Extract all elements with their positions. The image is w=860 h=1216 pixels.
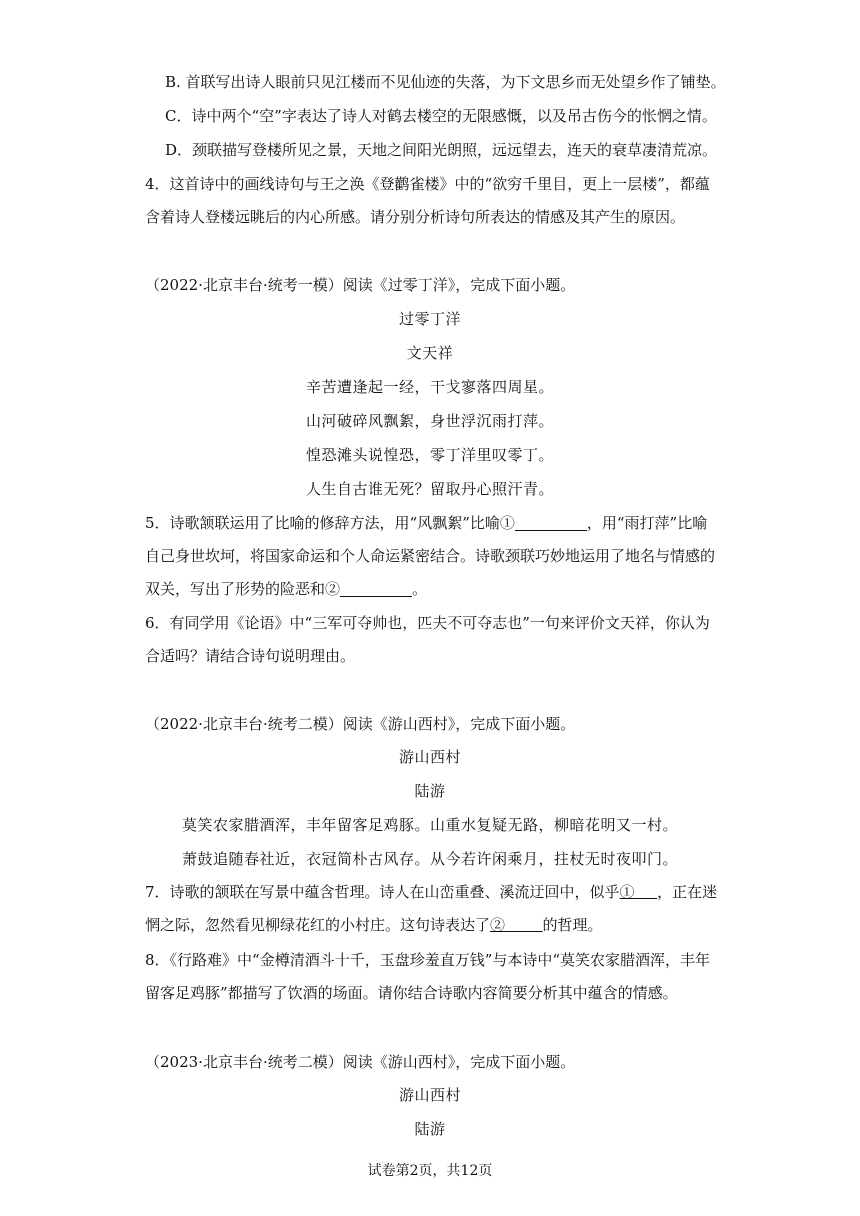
q5-text-d: 。 <box>412 580 428 598</box>
q5-text-a: 5．诗歌颔联运用了比喻的修辞方法，用“风飘絮”比喻① <box>145 514 515 532</box>
q7-text-d: 的哲理。 <box>542 916 603 934</box>
page-footer: 试卷第2页，共12页 <box>367 1163 493 1179</box>
q5-text-c: 双关，写出了形势的险恶和② <box>145 580 341 598</box>
q3-option-b: B. 首联写出诗人眼前只见江楼而不见仙迹的失落，为下文思乡而无处望乡作了铺垫。 <box>165 73 726 91</box>
q5-blank-2[interactable] <box>340 580 412 597</box>
q6-line-2: 合适吗？请结合诗句说明理由。 <box>145 647 356 665</box>
q7-line-1 <box>145 881 717 903</box>
q7-text-c: 惘之际，忽然看见柳绿花红的小村庄。这句诗表达了 <box>145 916 491 934</box>
section1-poem-line-1: 辛苦遭逢起一经，干戈寥落四周星。 <box>305 378 554 396</box>
q5-line-2: 自己身世坎坷，将国家命运和个人命运紧密结合。诗歌颈联巧妙地运用了地名与情感的 <box>145 547 716 565</box>
q5-line-1 <box>145 512 707 534</box>
section2-intro: （2022·北京丰台·统考二模）阅读《游山西村》，完成下面小题。 <box>145 715 576 733</box>
q5-line-3 <box>145 578 427 600</box>
section2-poem-line-2: 萧鼓追随春社近，衣冠简朴古风存。从今若许闲乘月，拄杖无时夜叩门。 <box>181 850 678 868</box>
section2-poem-title: 游山西村 <box>398 748 461 766</box>
q8-line-2: 留客足鸡豚”都描写了饮酒的场面。请你结合诗歌内容简要分析其中蕴含的情感。 <box>145 984 678 1002</box>
section3-intro: （2023·北京丰台·统考二模）阅读《游山西村》，完成下面小题。 <box>145 1053 576 1071</box>
section1-poem-author: 文天祥 <box>406 344 454 362</box>
section2-poem-author: 陆游 <box>414 782 446 800</box>
section1-poem-line-2: 山河破碎风飘絮，身世浮沉雨打萍。 <box>305 412 554 430</box>
q3-option-c: C．诗中两个“空”字表达了诗人对鹤去楼空的无限感慨，以及吊古伤今的怅惘之情。 <box>165 107 717 125</box>
section1-intro: （2022·北京丰台·统考一模）阅读《过零丁洋》，完成下面小题。 <box>145 276 576 294</box>
q4-line-2: 含着诗人登楼远眺后的内心所感。请分别分析诗句所表达的情感及其产生的原因。 <box>145 208 686 226</box>
q7-text-a: 7．诗歌的颔联在写景中蕴含哲理。诗人在山峦重叠、溪流迂回中，似乎 <box>145 883 620 901</box>
section1-poem-line-4: 人生自古谁无死？留取丹心照汗青。 <box>305 480 554 498</box>
q5-blank-1[interactable] <box>515 514 587 531</box>
q4-line-1: 4．这首诗中的画线诗句与王之涣《登鹳雀楼》中的“欲穷千里目，更上一层楼”，都蕴 <box>145 175 710 193</box>
q6-line-1: 6．有同学用《论语》中“三军可夺帅也，匹夫不可夺志也”一句来评价文天祥，你认为 <box>145 614 710 632</box>
q7-blank-2[interactable]: ② <box>490 916 506 934</box>
section2-poem-line-1: 莫笑农家腊酒浑，丰年留客足鸡豚。山重水复疑无路，柳暗花明又一村。 <box>181 816 678 834</box>
section3-poem-author: 陆游 <box>414 1120 446 1138</box>
q7-blank-1[interactable]: ① <box>619 883 635 901</box>
section3-poem-title: 游山西村 <box>398 1086 461 1104</box>
section1-poem-line-3: 惶恐滩头说惶恐，零丁洋里叹零丁。 <box>305 446 554 464</box>
q7-text-b: ，正在迷 <box>657 883 718 901</box>
q7-line-2 <box>145 914 603 936</box>
section1-poem-title: 过零丁洋 <box>398 310 461 328</box>
q3-option-d: D．颈联描写登楼所见之景，天地之间阳光朗照，远远望去，连天的衰草凄清荒凉。 <box>165 141 718 159</box>
q8-line-1: 8．《行路难》中“金樽清酒斗十千，玉盘珍羞直万钱”与本诗中“莫笑农家腊酒浑，丰年 <box>145 951 711 969</box>
q5-text-b: ，用“雨打萍”比喻 <box>586 514 708 532</box>
